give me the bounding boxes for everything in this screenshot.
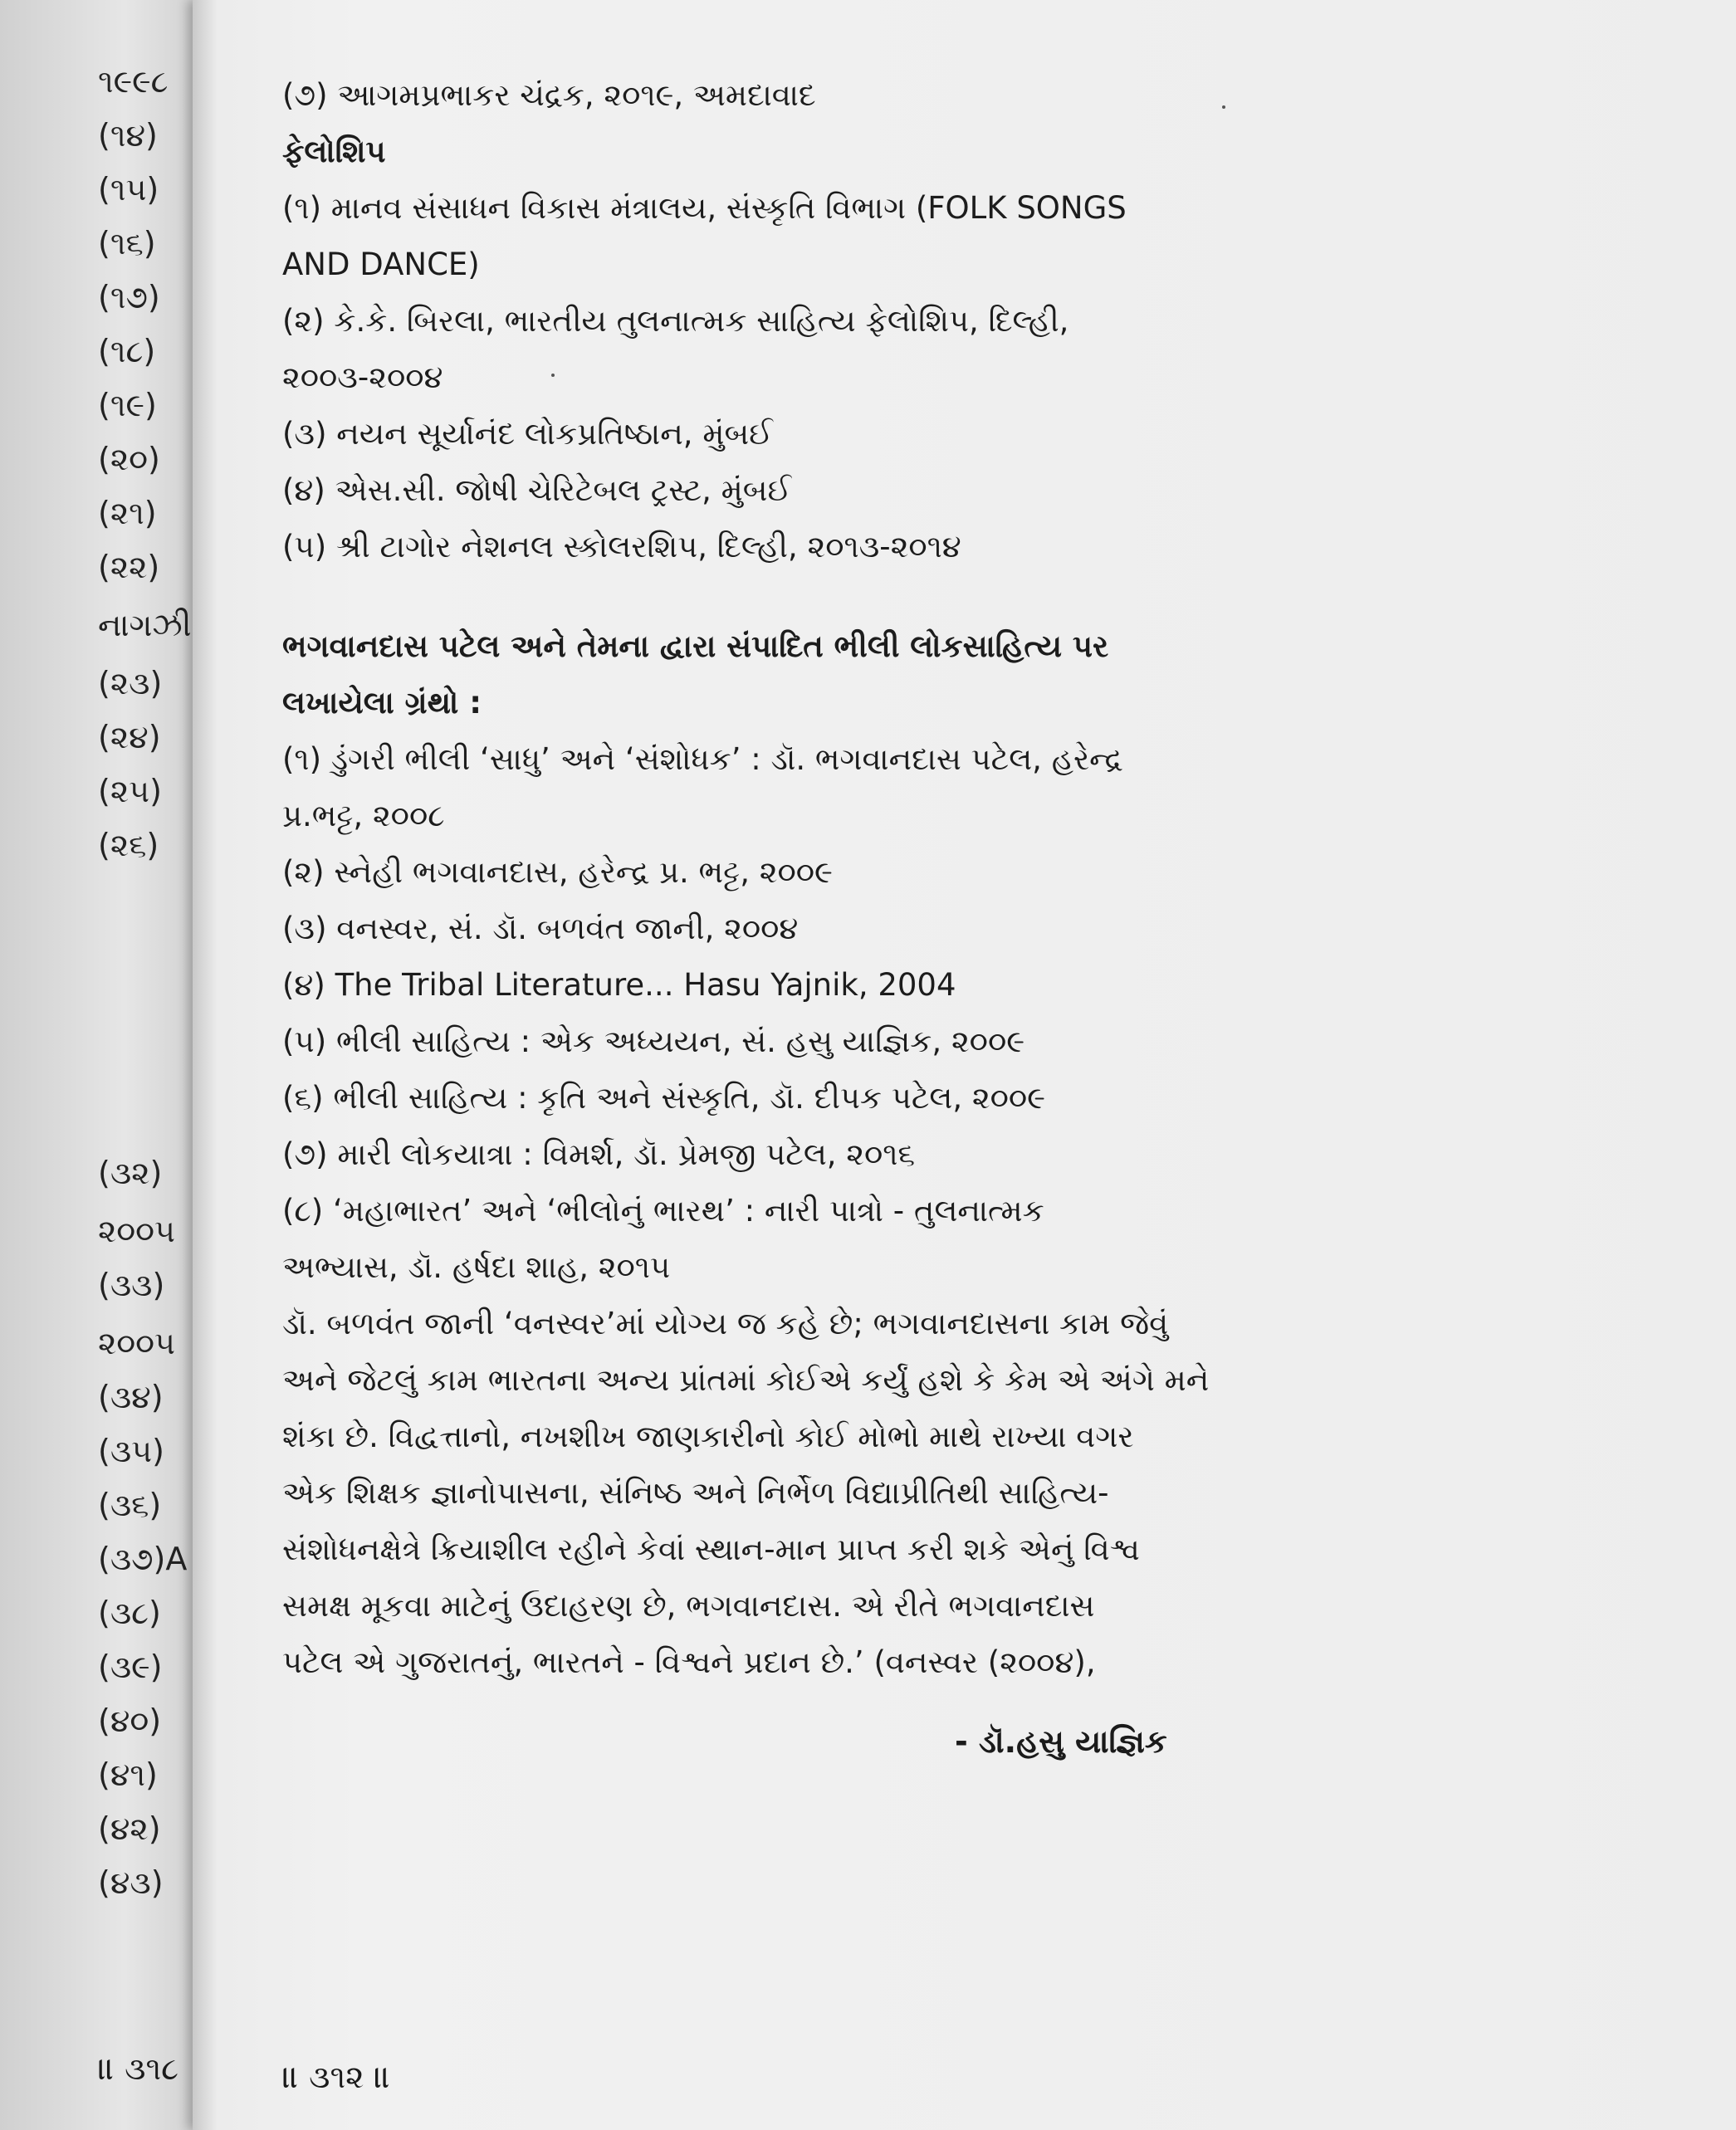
text-line: (૮) ‘મહાભારત’ અને ‘ભીલોનું ભારથ’ : નારી પાત્રો - તુલનાત્મક [282,1193,1044,1229]
previous-page-line: (૪૧) [98,1756,158,1793]
text-line: (૨) કે.કે. બિરલા, ભારતીય તુલનાત્મક સાહિત્ય ફેલોશિપ, દિલ્હી, [282,303,1069,339]
text-line: ડૉ. બળવંત જાની ‘વનસ્વર’માં યોગ્ય જ કહે છે; ભગવાનદાસના કામ જેવું [282,1306,1169,1341]
previous-page-line: નાગઝી [98,607,192,643]
text-line: પ્ર.ભટ્ટ, ૨૦૦૮ [282,798,445,833]
text-line: (૩) નયન સૂર્યાનંદ લોકપ્રતિષ્ઠાન, મુંબઈ [282,416,773,452]
page-body [282,71,1210,1694]
previous-page-line: (૧૫) [98,171,159,208]
section-heading: ભગવાનદાસ પટેલ અને તેમના દ્વારા સંપાદિત ભીલી લોકસાહિત્ય પર [282,628,1109,664]
previous-page-line: (૧૪) [98,117,158,154]
text-line: સમક્ષ મૂકવા માટેનું ઉદાહરણ છે, ભગવાનદાસ. એ રીતે ભગવાનદાસ [282,1588,1095,1624]
previous-page-line: (૨૪) [98,719,161,755]
text-line: (૪) એસ.સી. જોષી ચેરિટેબલ ટ્રસ્ટ, મુંબઈ [282,472,792,508]
previous-page-line: (૨૨) [98,549,160,585]
previous-page-line: (૩૪) [98,1379,164,1415]
text-line: (૨) સ્નેહી ભગવાનદાસ, હરેન્દ્ર પ્ર. ભટ્ટ, ૨૦૦૯ [282,854,833,890]
text-line: પટેલ એ ગુજરાતનું, ભારતને - વિશ્વને પ્રદાન છે.’ (વનસ્વર (૨૦૦૪), [282,1644,1096,1680]
text-line: ૨૦૦૩-૨૦૦૪ [282,359,443,395]
previous-page-line: (૨૦) [98,441,160,477]
previous-page-line: (૩૬) [98,1487,162,1523]
previous-page-line: (૨૧) [98,495,157,531]
previous-page-line: (૨૩) [98,665,163,701]
page-number: ॥ ૩૧૨ ॥ [282,2059,391,2095]
text-line: (૪) The Tribal Literature... Hasu Yajnik, 2004 [282,967,956,1003]
previous-page-line: (૧૭) [98,279,160,315]
previous-page-line: ૧૯૯૮ [98,63,169,100]
previous-page-line: (૪૩) [98,1864,164,1901]
text-line: (૧) માનવ સંસાધન વિકાસ મંત્રાલય, સંસ્કૃતિ વિભાગ (FOLK SONGS [282,190,1127,226]
previous-page-line: (૧૮) [98,333,156,369]
speck [1222,105,1225,109]
previous-page-line: (૩૨) [98,1155,163,1191]
text-line: (૩) વનસ્વર, સં. ડૉ. બળવંત જાની, ૨૦૦૪ [282,911,799,946]
text-line: એક શિક્ષક જ્ઞાનોપાસના, સંનિષ્ઠ અને નિર્ભેળ વિદ્યાપ્રીતિથી સાહિત્ય- [282,1475,1109,1511]
text-line: (૭) આગમપ્રભાકર ચંદ્રક, ૨૦૧૯, અમદાવાદ [282,77,816,113]
section-heading: લખાયેલા ગ્રંથો : [282,685,482,721]
previous-page-line: (૧૬) [98,225,156,261]
previous-page-line: (૩૫) [98,1433,164,1469]
previous-page-line: (૨૬) [98,827,159,863]
section-heading: ફેલોશિપ [282,134,386,169]
previous-page-line: (૨૫) [98,773,162,809]
previous-page-line: ૨૦૦૫ [98,1325,176,1361]
previous-page-line: (૧૯) [98,387,157,423]
text-line: (૭) મારી લોકયાત્રા : વિમર્શ, ડૉ. પ્રેમજી પટેલ, ૨૦૧૬ [282,1136,916,1172]
previous-page-number: ॥ ૩૧૮ [98,2050,178,2087]
signature: - ડૉ.હસુ યાજ્ઞિક [955,1723,1167,1760]
section-gap [282,579,1162,622]
previous-page-line: ૨૦૦૫ [98,1213,176,1249]
text-line: (૬) ભીલી સાહિત્ય : કૃતિ અને સંસ્કૃતિ, ડૉ. દીપક પટેલ, ૨૦૦૯ [282,1080,1046,1116]
text-line: AND DANCE) [282,247,480,282]
previous-page-line: (૩૭)A [98,1541,188,1577]
text-line: (૧) ડુંગરી ભીલી ‘સાધુ’ અને ‘સંશોધક’ : ડૉ. ભગવાનદાસ પટેલ, હરેન્દ્ર [282,741,1123,777]
previous-page-line: (૪૨) [98,1810,161,1847]
text-line: સંશોધનક્ષેત્રે ક્રિયાશીલ રહીને કેવાં સ્થાન-માન પ્રાપ્ત કરી શકે એનું વિશ્વ [282,1532,1140,1567]
previous-page-line: (૩૯) [98,1649,163,1685]
text-line: અને જેટલું કામ ભારતના અન્ય પ્રાંતમાં કોઈએ કર્યું હશે કે કેમ એ અંગે મને [282,1362,1210,1398]
previous-page-line: (૩૩) [98,1267,165,1303]
previous-page-line: (૩૮) [98,1595,161,1631]
text-line: અભ્યાસ, ડૉ. હર્ષદા શાહ, ૨૦૧૫ [282,1249,671,1285]
text-line: (૫) ભીલી સાહિત્ય : એક અધ્યયન, સં. હસુ યાજ્ઞિક, ૨૦૦૯ [282,1023,1025,1059]
previous-page-line: (૪૦) [98,1703,162,1739]
text-line: (૫) શ્રી ટાગોર નેશનલ સ્કોલરશિપ, દિલ્હી, ૨૦૧૩-૨૦૧૪ [282,529,961,564]
previous-page [0,0,208,2130]
text-line: શંકા છે. વિદ્વત્તાનો, નખશીખ જાણકારીનો કોઈ મોભો માથે રાખ્યા વગર [282,1419,1134,1454]
